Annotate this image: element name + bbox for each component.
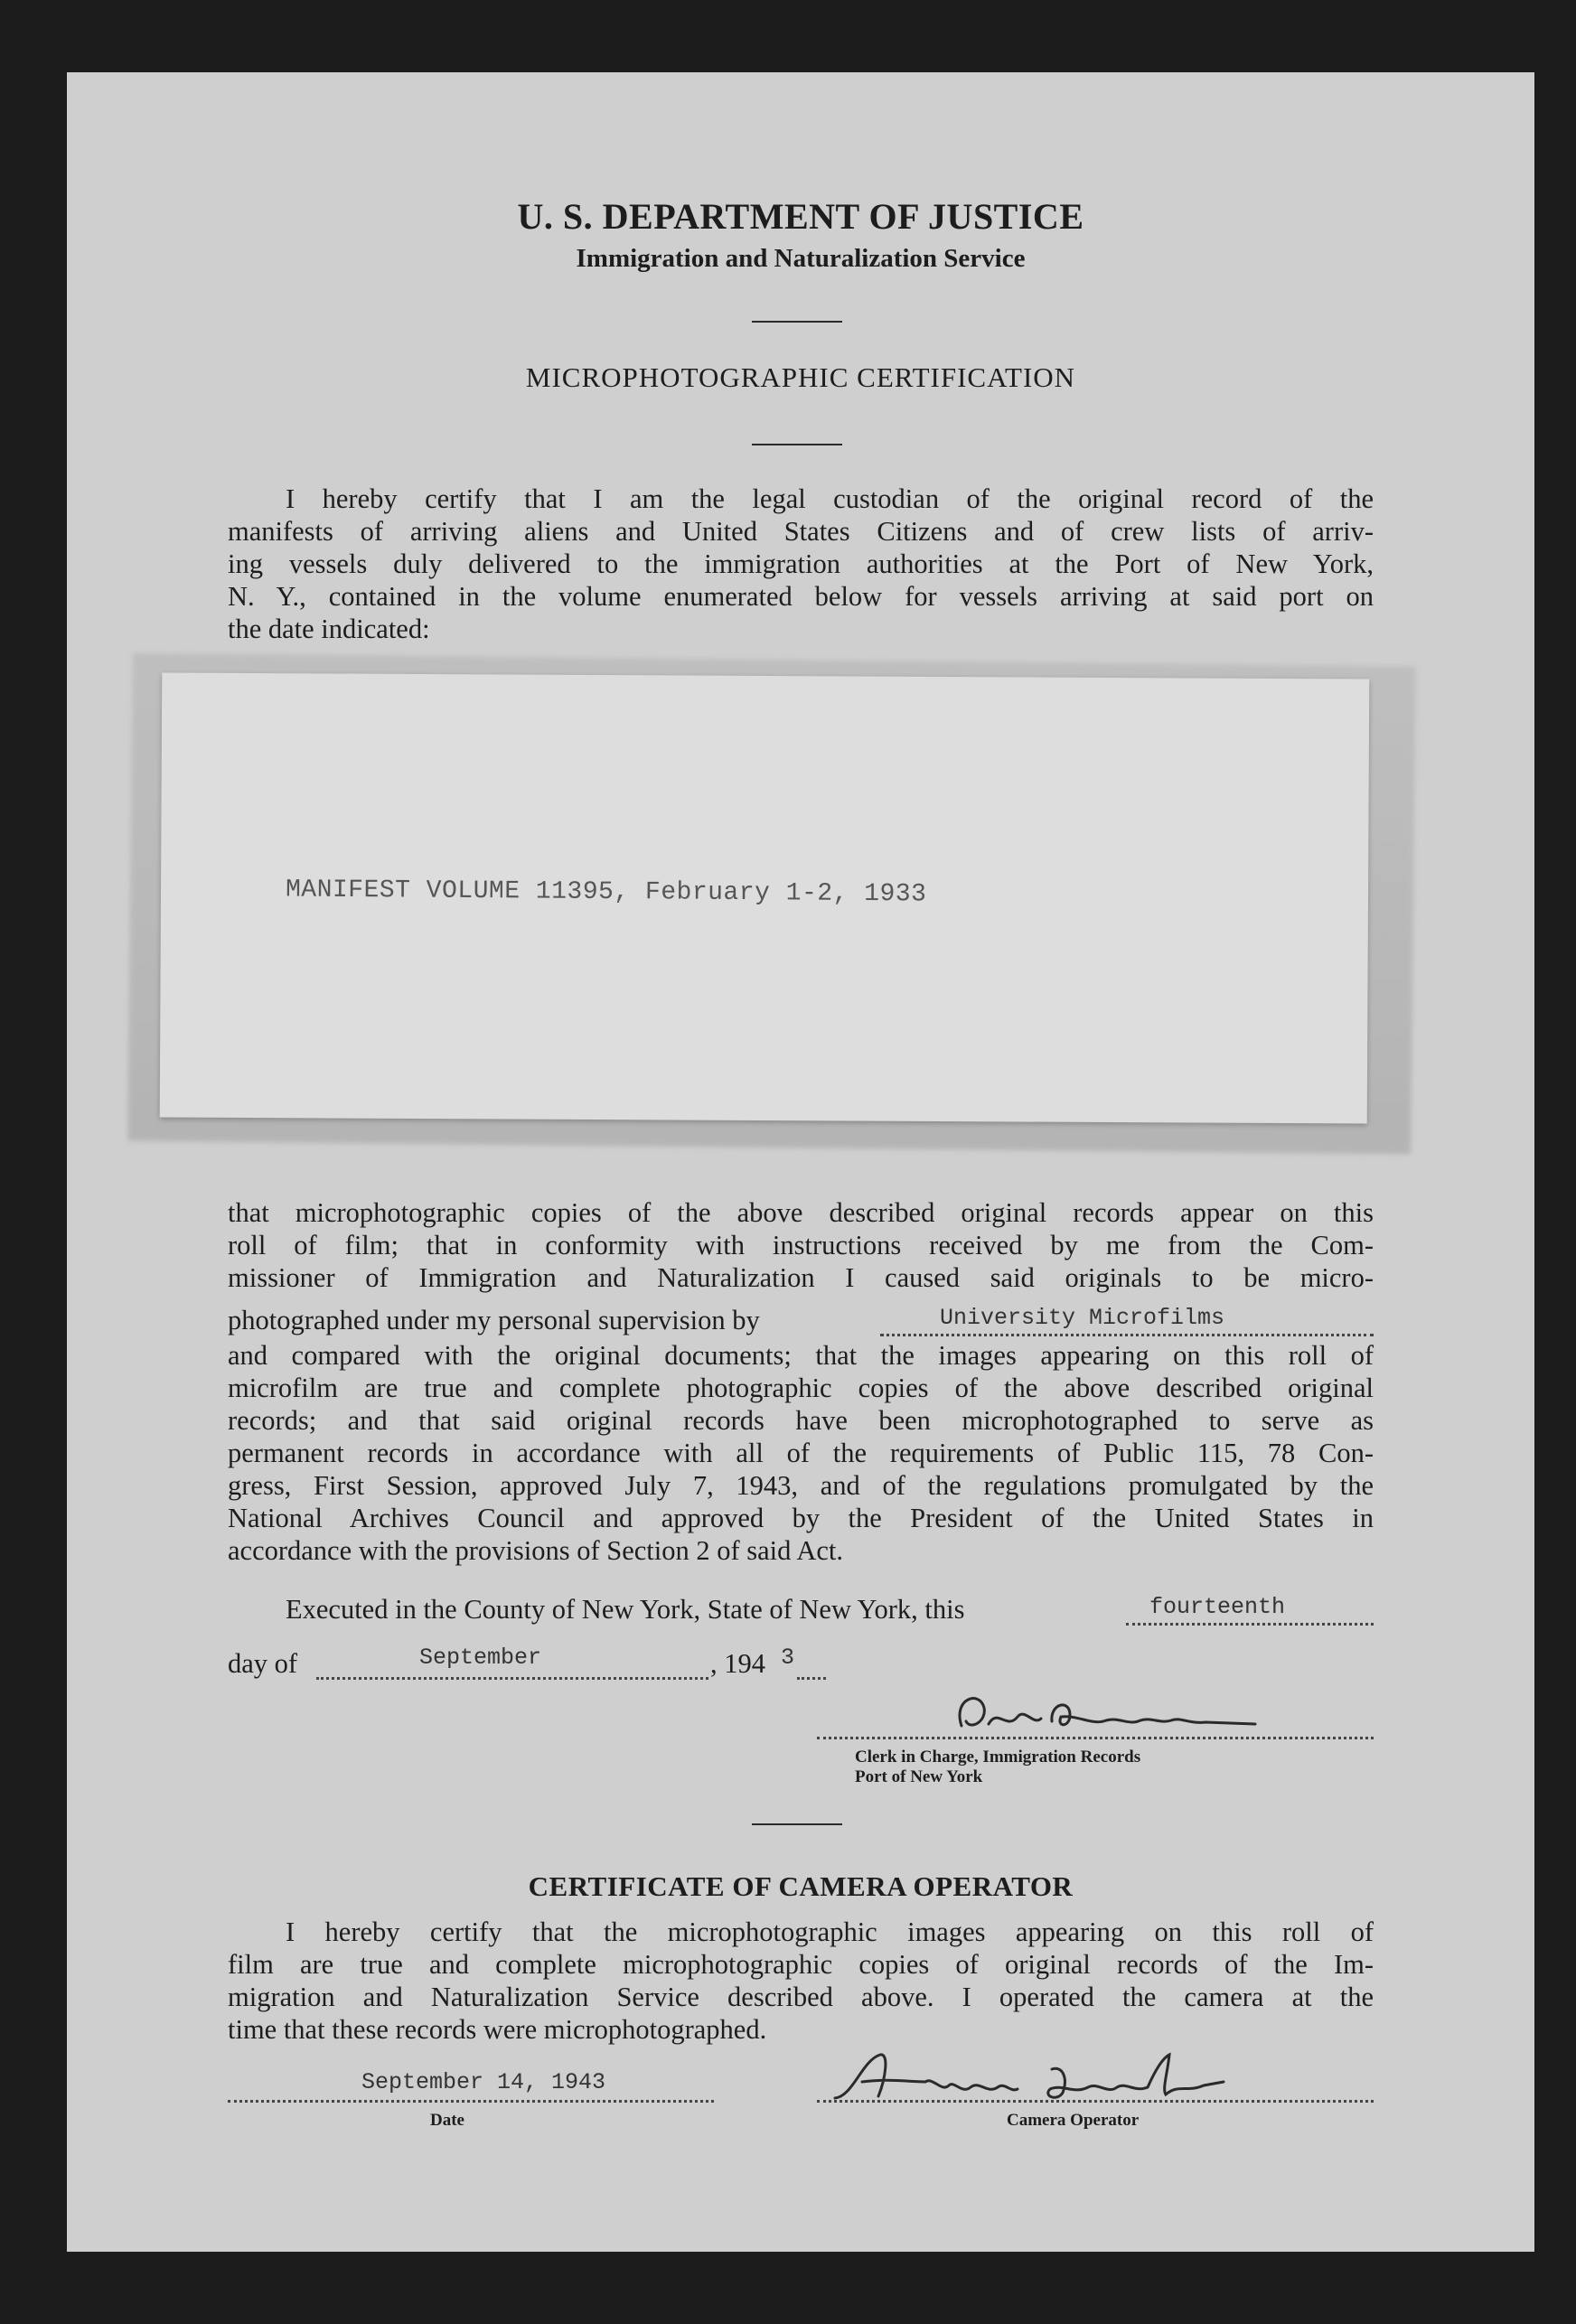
date-label: Date — [430, 2111, 464, 2130]
year-suffix: 3 — [781, 1645, 795, 1671]
camera-line: migration and Naturalization Service described above. I operated the camera at the — [228, 1982, 1374, 2012]
photographed-by-dotted-line — [880, 1334, 1374, 1336]
day-dotted-line — [1126, 1623, 1374, 1626]
divider-rule — [752, 444, 842, 445]
day-value: fourteenth — [1149, 1594, 1286, 1620]
date-dotted-line — [228, 2100, 714, 2103]
camera-line: I hereby certify that the microphotographic images appearing on this roll of — [286, 1916, 1374, 1947]
certificate-page — [67, 72, 1534, 2252]
day-of-label: day of — [228, 1648, 298, 1679]
intro-line: N. Y., contained in the volume enumerated below for vessels arriving at said port on — [228, 581, 1374, 612]
intro-line: manifests of arriving aliens and United States Citizens and of crew lists of arriv- — [228, 516, 1374, 547]
body-line: permanent records in accordance with all of the requirements of Public 115, 78 Con- — [228, 1438, 1374, 1468]
clerk-title-line1: Clerk in Charge, Immigration Records — [855, 1748, 1141, 1766]
photographed-by-value: University Microfilms — [940, 1305, 1225, 1331]
month-value: September — [419, 1645, 542, 1671]
operator-date-value: September 14, 1943 — [361, 2069, 606, 2095]
body-line: accordance with the provisions of Section 2 of said Act. — [228, 1535, 843, 1566]
divider-rule — [752, 1823, 842, 1825]
clerk-title-line2: Port of New York — [855, 1767, 983, 1786]
intro-line: the date indicated: — [228, 614, 430, 644]
year-dotted-line — [797, 1677, 826, 1680]
body-line: microfilm are true and complete photographic copies of the above described original — [228, 1373, 1374, 1403]
department-title: U. S. DEPARTMENT OF JUSTICE — [517, 196, 1084, 237]
certification-heading: MICROPHOTOGRAPHIC CERTIFICATION — [525, 361, 1076, 393]
camera-operator-paragraph — [228, 1916, 1374, 2046]
body-line: that microphotographic copies of the above described original records appear on this — [228, 1197, 1374, 1228]
manifest-volume-text: MANIFEST VOLUME 11395, February 1-2, 1933 — [285, 876, 927, 909]
body-paragraph-continued — [228, 1339, 1374, 1567]
intro-line: ing vessels duly delivered to the immigration authorities at the Port of New York, — [228, 548, 1374, 579]
body-line: gress, First Session, approved July 7, 1943, and of the regulations promulgated by the — [228, 1470, 1374, 1501]
service-subtitle: Immigration and Naturalization Service — [576, 244, 1026, 273]
operator-signature-line — [817, 2100, 1374, 2103]
intro-paragraph — [228, 483, 1374, 645]
body-line: National Archives Council and approved by the President of the United States in — [228, 1503, 1374, 1533]
year-prefix: , 194 — [710, 1648, 765, 1679]
body-line: roll of film; that in conformity with instructions received by me from the Com- — [228, 1230, 1374, 1260]
executed-prefix: Executed in the County of New York, State of New York, this — [286, 1594, 965, 1625]
camera-operator-heading: CERTIFICATE OF CAMERA OPERATOR — [528, 1870, 1074, 1902]
month-dotted-line — [316, 1677, 708, 1680]
clerk-signature-line — [817, 1737, 1374, 1739]
body-paragraph — [228, 1196, 1374, 1294]
clerk-signature-icon — [934, 1681, 1278, 1753]
divider-rule — [752, 321, 842, 323]
camera-operator-label: Camera Operator — [1007, 2111, 1140, 2130]
intro-line: I hereby certify that I am the legal custodian of the original record of the — [286, 483, 1374, 514]
camera-line: film are true and complete microphotographic copies of original records of the Im- — [228, 1949, 1374, 1980]
operator-signature-icon — [826, 2042, 1332, 2114]
camera-line: time that these records were microphotographed. — [228, 2014, 767, 2045]
photographed-by-prefix: photographed under my personal supervision by — [228, 1305, 760, 1335]
body-line: missioner of Immigration and Naturalization I caused said originals to be micro- — [228, 1262, 1374, 1293]
body-line: records; and that said original records have been microphotographed to serve as — [228, 1405, 1374, 1436]
body-line: and compared with the original documents; that the images appearing on this roll of — [228, 1340, 1374, 1371]
